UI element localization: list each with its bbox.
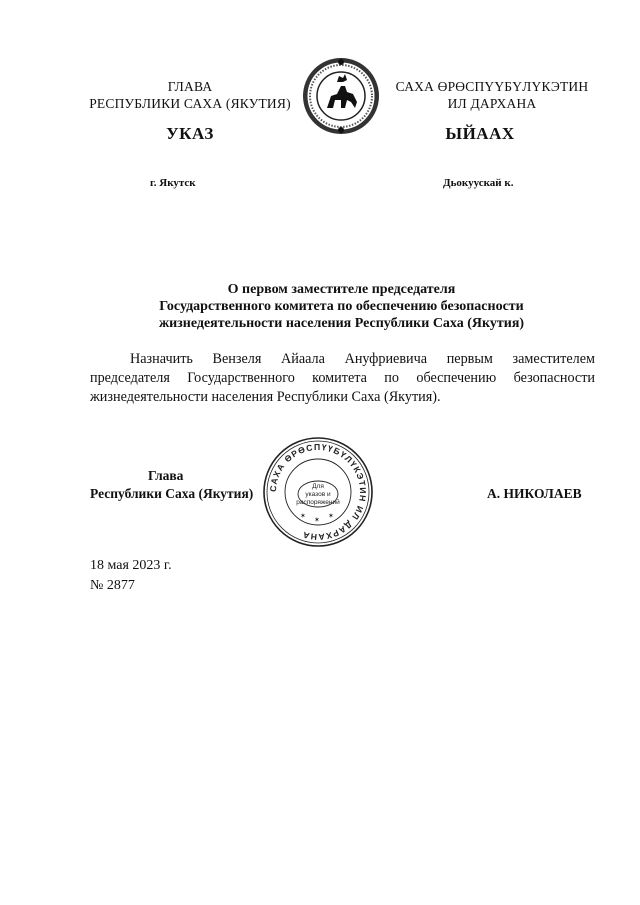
svg-text:✶: ✶: [314, 516, 320, 524]
signatory-title-line1: Глава: [148, 468, 184, 483]
city-sakha: Дьокуускай к.: [443, 177, 514, 189]
seal-ring-textpath: САХА ӨРӨСПҮҮБҮЛҮКЭТИН ИЛ ДАРХАНА: [267, 441, 369, 543]
decree-title-line2: Государственного комитета по обеспечению безопасности: [159, 299, 524, 314]
header-right-line2: ИЛ ДАРХАНА: [447, 96, 537, 111]
header-left: [80, 78, 300, 112]
decree-title-line3: жизнедеятельности населения Республики Саха (Якутия): [158, 316, 525, 331]
decree-number: № 2877: [90, 578, 135, 593]
signatory-title-line2: Республики Саха (Якутия): [90, 486, 254, 501]
header-left-line2: РЕСПУБЛИКИ САХА (ЯКУТИЯ): [89, 96, 291, 111]
svg-text:✶: ✶: [328, 512, 334, 520]
decree-date: 18 мая 2023 г.: [90, 558, 172, 573]
seal-center-line2: указов и: [305, 491, 331, 498]
header-left-line1: ГЛАВА: [167, 79, 213, 94]
decree-body: Назначить Вензеля Айаала Ануфриевича первым заместителем председателя Государственного комитета по обеспечению безопасности жизнедеятельности населения Республики Саха (Якутия).: [90, 351, 595, 405]
seal-center-line1: Для: [312, 483, 324, 490]
city-ru: г. Якутск: [150, 177, 196, 189]
header-right-line1: САХА ӨРӨСПҮҮБҮЛҮКЭТИН: [395, 79, 589, 94]
seal-center-line3: распоряжений: [296, 499, 340, 506]
official-seal: [262, 436, 374, 548]
decree-label-ru: УКАЗ: [166, 124, 214, 143]
decree-title: [90, 281, 593, 332]
signatory-name: А. НИКОЛАЕВ: [487, 486, 582, 501]
decree-title-line1: О первом заместителе председателя: [227, 282, 456, 297]
svg-text:✶: ✶: [300, 512, 306, 520]
decree-label-sakha: ЫЙААХ: [445, 124, 515, 143]
coat-of-arms-emblem-icon: [301, 56, 381, 136]
header-right: [382, 78, 602, 112]
